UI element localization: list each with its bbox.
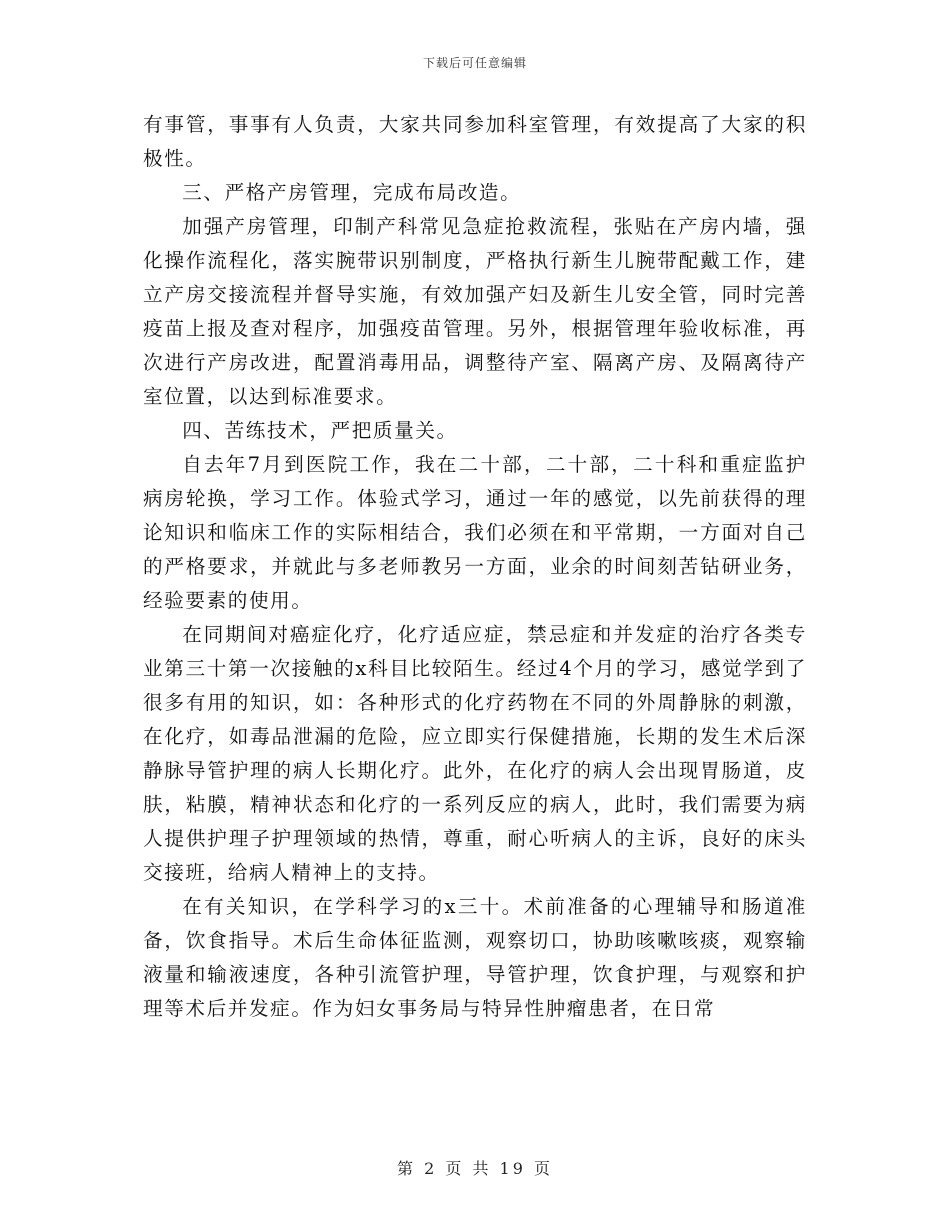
- paragraph-3: 自去年7月到医院工作，我在二十部，二十部，二十科和重症监护病房轮换，学习工作。体验式学习，通过一年的感觉，以先前获得的理论知识和临床工作的实际相结合，我们必须在和平常期，一方面对自己的严格要求，并就此与多老师教另一方面，业余的时间刻苦钻研业务，经验要素的使用。: [143, 453, 807, 612]
- paragraph-2: 加强产房管理，印制产科常见急症抢救流程，张贴在产房内墙，强化操作流程化，落实腕带识别制度，严格执行新生儿腕带配戴工作，建立产房交接流程并督导实施，有效加强产妇及新生儿安全管，同时完善疫苗上报及查对程序，加强疫苗管理。另外，根据管理年验收标准，再次进行产房改进，配置消毒用品，调整待产室、隔离产房、及隔离待产室位置，以达到标准要求。: [143, 215, 807, 408]
- section-heading-3: 三、严格产房管理，完成布局改造。: [182, 181, 522, 204]
- paragraph-4: 在同期间对癌症化疗，化疗适应症，禁忌症和并发症的治疗各类专业第三十第一次接触的x科目比较陌生。经过4个月的学习，感觉学到了很多有用的知识，如：各种形式的化疗药物在不同的外周静脉的刺激，在化疗，如毒品泄漏的危险，应立即实行保健措施，长期的发生术后深静脉导管护理的病人长期化疗。此外，在化疗的病人会出现胃肠道，皮肤，粘膜，精神状态和化疗的一系列反应的病人，此时，我们需要为病人提供护理子护理领域的热情，尊重，耐心听病人的主诉，良好的床头交接班，给病人精神上的支持。: [143, 623, 807, 884]
- document-body: [143, 108, 807, 1026]
- page-header: 下载后可任意编辑: [422, 56, 527, 70]
- paragraph-1: 有事管，事事有人负责，大家共同参加科室管理，有效提高了大家的积极性。: [143, 113, 807, 170]
- paragraph-5: 在有关知识，在学科学习的x三十。术前准备的心理辅导和肠道准备，饮食指导。术后生命体征监测，观察切口，协助咳嗽咳痰，观察输液量和输液速度，各种引流管护理，导管护理，饮食护理，与观察和护理等术后并发症。作为妇女事务局与特异性肿瘤患者，在日常: [143, 895, 807, 1020]
- page-number: 第 2 页 共 19 页: [397, 1159, 553, 1178]
- section-heading-4: 四、苦练技术，严把质量关。: [182, 419, 458, 442]
